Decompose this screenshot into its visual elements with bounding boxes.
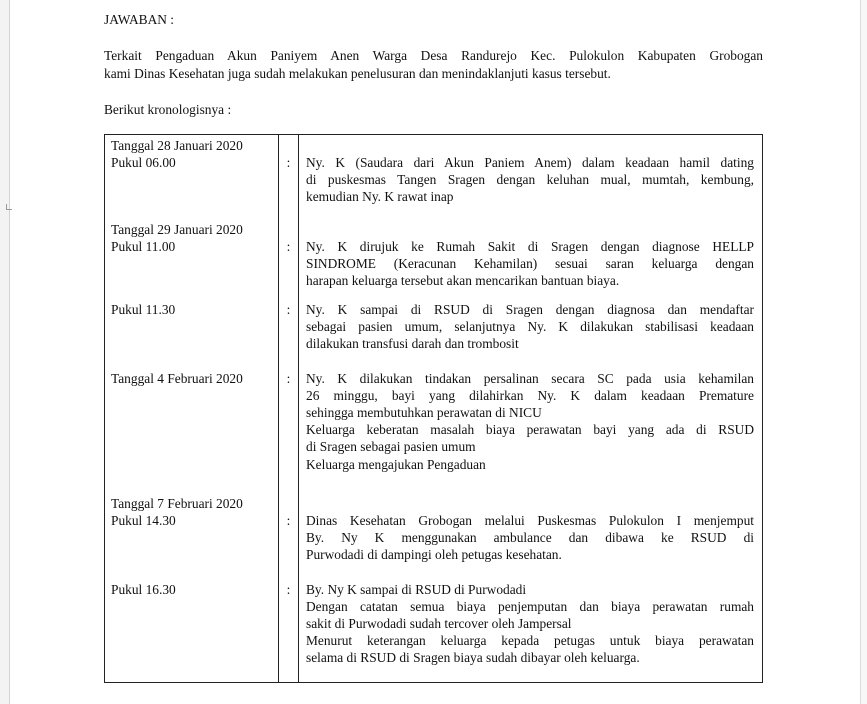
- table-row: [105, 301, 763, 370]
- description-line: Dengan catatan semua biaya penjemputan dan biaya perawatan rumah: [306, 598, 754, 614]
- description-line: selama di RSUD di Sragen biaya sudah dibayar oleh keluarga.: [306, 650, 640, 666]
- row-time: Pukul 16.30: [111, 581, 176, 597]
- description-cell: [299, 301, 763, 370]
- separator-colon: :: [286, 581, 291, 597]
- separator-cell: [279, 581, 299, 683]
- document-left-edge: [0, 0, 10, 704]
- separator-colon: :: [286, 370, 291, 386]
- separator-cell: [279, 301, 299, 370]
- table-row: [105, 581, 763, 683]
- description-line: dilakukan transfusi darah dan trombosit: [306, 335, 519, 351]
- description-line: di puskesmas Tangen Sragen dengan keluhan mual, mumtah, kembung,: [306, 172, 754, 188]
- separator-cell: [279, 135, 299, 221]
- separator-cell: [279, 495, 299, 581]
- table-row: [105, 221, 763, 301]
- description-line: sebagai pasien umum, selanjutnya Ny. K dilakukan stabilisasi keadaan: [306, 318, 754, 334]
- description-cell: [299, 370, 763, 495]
- row-date: Tanggal 29 Januari 2020: [111, 221, 243, 237]
- description-line: kemudian Ny. K rawat inap: [306, 189, 454, 205]
- description-line: sehingga membutuhkan perawatan di NICU: [306, 404, 542, 420]
- description-line: Dinas Kesehatan Grobogan melalui Puskesmas Pulokulon I menjemput: [306, 512, 754, 528]
- description-line: sakit di Purwodadi sudah tercover oleh Jampersal: [306, 615, 572, 631]
- chronology-table: [104, 134, 763, 683]
- description-line: Purwodadi di dampingi oleh petugas kesehatan.: [306, 546, 562, 562]
- intro-line-1: Terkait Pengaduan Akun Paniyem Anen Warga Desa Randurejo Kec. Pulokulon Kabupaten Grobogan: [104, 48, 763, 63]
- description-line: By. Ny K menggunakan ambulance dan dibawa ke RSUD di: [306, 529, 754, 545]
- document-right-edge: [860, 0, 867, 704]
- row-date: Tanggal 7 Februari 2020: [111, 495, 243, 511]
- description-line: Keluarga keberatan masalah biaya perawatan bayi yang ada di RSUD: [306, 422, 754, 438]
- row-date: Tanggal 4 Februari 2020: [111, 370, 243, 386]
- date-cell: [105, 301, 279, 370]
- description-line: Ny. K sampai di RSUD di Sragen dengan diagnosa dan mendaftar: [306, 301, 754, 317]
- separator-colon: :: [286, 155, 291, 170]
- description-line: Menurut keterangan keluarga kepada petugas untuk biaya perawatan: [306, 633, 754, 649]
- table-row: [105, 495, 763, 581]
- description-line: 26 minggu, bayi yang dilahirkan Ny. K dalam keadaan Premature: [306, 387, 754, 403]
- description-line: harapan keluarga tersebut akan mencarikan bantuan biaya.: [306, 272, 620, 288]
- separator-colon: :: [286, 301, 291, 317]
- kronologi-label: Berikut kronologisnya :: [104, 102, 232, 117]
- date-cell: [105, 221, 279, 301]
- separator-colon: :: [286, 512, 291, 528]
- separator-cell: [279, 370, 299, 495]
- description-line: di Sragen sebagai pasien umum: [306, 439, 476, 455]
- table-row: [105, 370, 763, 495]
- description-cell: [299, 135, 763, 221]
- row-time: Pukul 11.00: [111, 238, 176, 254]
- description-cell: [299, 495, 763, 581]
- description-line: By. Ny K sampai di RSUD di Purwodadi: [306, 581, 527, 597]
- description-cell: [299, 581, 763, 683]
- date-cell: [105, 495, 279, 581]
- date-cell: [105, 370, 279, 495]
- row-time: Pukul 06.00: [111, 155, 176, 171]
- description-line: Ny. K dirujuk ke Rumah Sakit di Sragen dengan diagnose HELLP: [306, 238, 754, 254]
- table-row: [105, 135, 763, 221]
- date-cell: [105, 135, 279, 221]
- separator-cell: [279, 221, 299, 301]
- row-time: Pukul 14.30: [111, 512, 176, 528]
- heading-jawaban: JAWABAN :: [104, 12, 174, 27]
- margin-corner-mark: [6, 204, 12, 210]
- row-date: Tanggal 28 Januari 2020: [111, 138, 243, 153]
- description-cell: [299, 221, 763, 301]
- separator-colon: :: [286, 238, 291, 254]
- description-line: Ny. K (Saudara dari Akun Paniem Anem) dalam keadaan hamil dating: [306, 155, 754, 170]
- date-cell: [105, 581, 279, 683]
- description-line: Ny. K dilakukan tindakan persalinan secara SC pada usia kehamilan: [306, 370, 754, 386]
- row-time: Pukul 11.30: [111, 301, 176, 317]
- description-line: SINDROME (Keracunan Kehamilan) sesuai saran keluarga dengan: [306, 255, 754, 271]
- description-line: Keluarga mengajukan Pengaduan: [306, 456, 486, 472]
- intro-line-2: kami Dinas Kesehatan juga sudah melakukan penelusuran dan menindaklanjuti kasus tersebut.: [104, 66, 611, 81]
